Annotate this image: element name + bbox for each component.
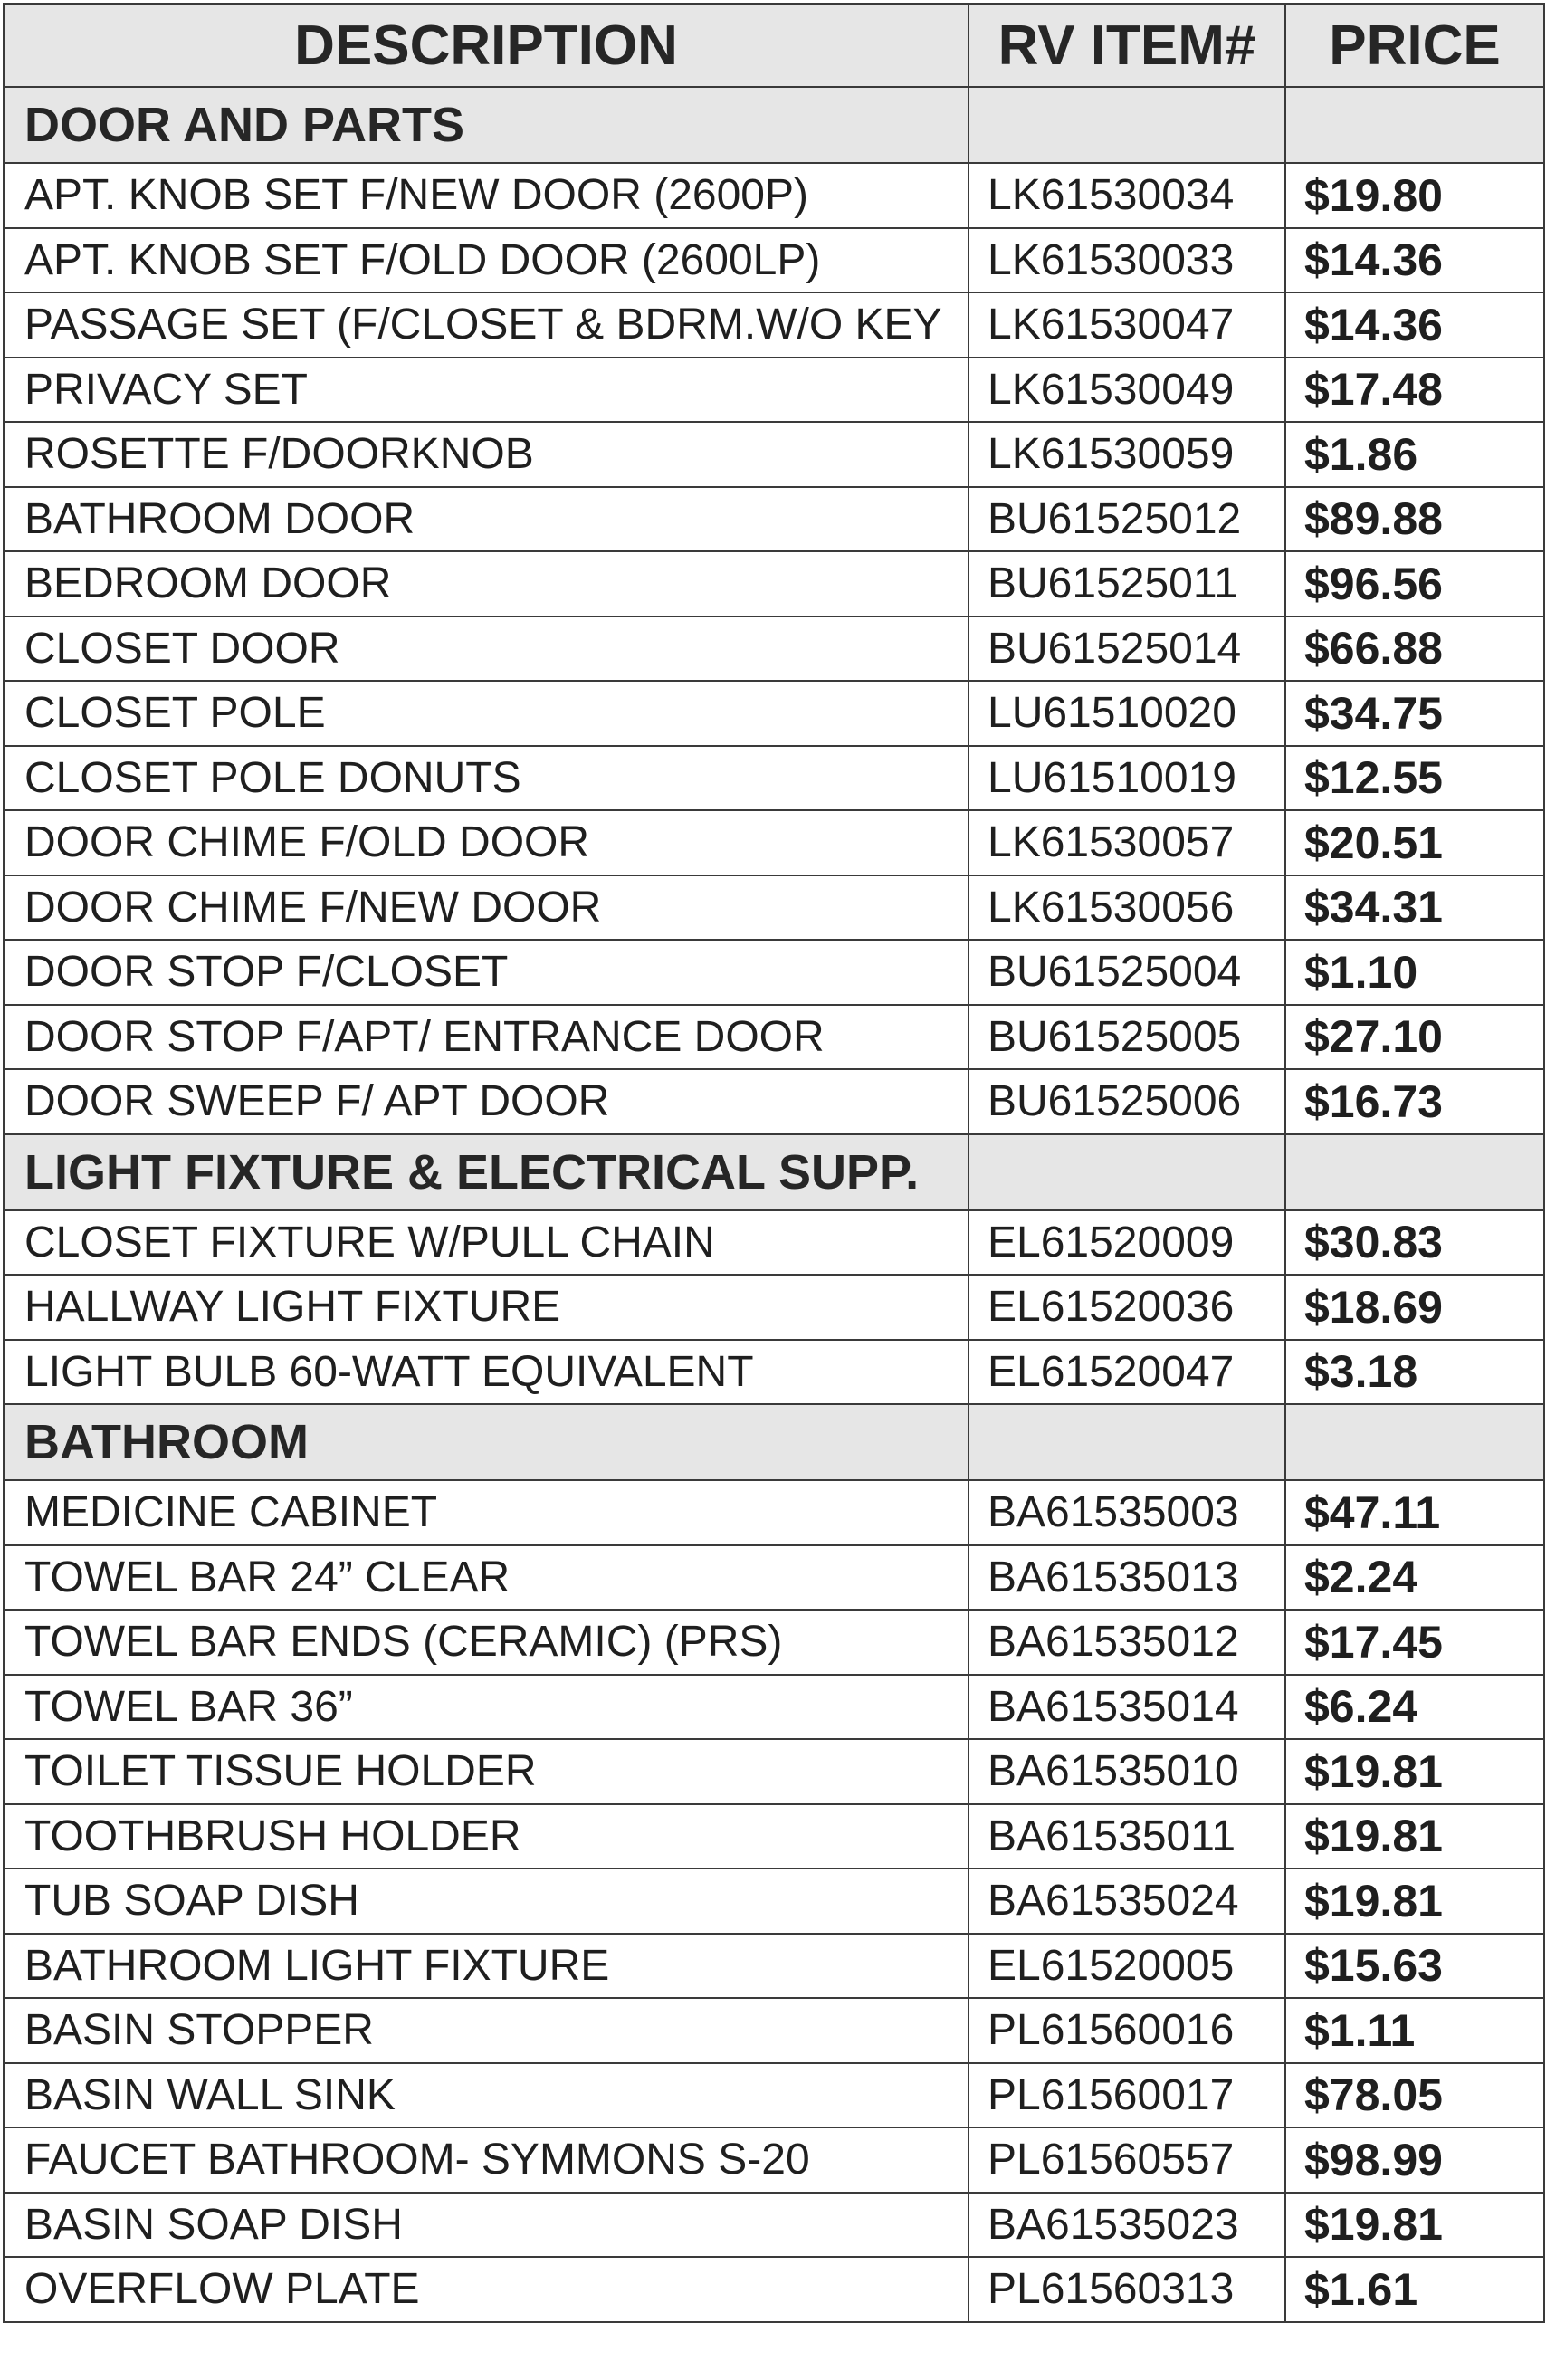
- item-price: $19.81: [1285, 2193, 1544, 2258]
- item-price: $15.63: [1285, 1934, 1544, 1999]
- item-price: $2.24: [1285, 1545, 1544, 1611]
- item-number: BA61535024: [969, 1869, 1285, 1934]
- table-row: [4, 1610, 1544, 1675]
- item-description: BEDROOM DOOR: [4, 551, 969, 617]
- item-number: BU61525014: [969, 617, 1285, 682]
- item-description: CLOSET FIXTURE W/PULL CHAIN: [4, 1210, 969, 1276]
- item-description: BATHROOM DOOR: [4, 487, 969, 552]
- item-number: PL61560017: [969, 2063, 1285, 2128]
- table-row: [4, 1998, 1544, 2063]
- item-price: $1.86: [1285, 422, 1544, 487]
- item-number: LK61530057: [969, 810, 1285, 875]
- item-description: APT. KNOB SET F/NEW DOOR (2600P): [4, 163, 969, 228]
- item-description: FAUCET BATHROOM- SYMMONS S-20: [4, 2127, 969, 2193]
- item-number: LK61530047: [969, 292, 1285, 358]
- item-price: $96.56: [1285, 551, 1544, 617]
- item-number: PL61560313: [969, 2257, 1285, 2322]
- item-description: DOOR STOP F/CLOSET: [4, 940, 969, 1005]
- section-title: BATHROOM: [4, 1404, 969, 1480]
- item-price: $1.61: [1285, 2257, 1544, 2322]
- item-number-column-header: RV ITEM#: [969, 4, 1285, 87]
- section-title: DOOR AND PARTS: [4, 87, 969, 163]
- item-price: $16.73: [1285, 1069, 1544, 1134]
- item-description: TUB SOAP DISH: [4, 1869, 969, 1934]
- table-row: [4, 2257, 1544, 2322]
- item-description: CLOSET POLE DONUTS: [4, 746, 969, 811]
- item-price: $3.18: [1285, 1340, 1544, 1405]
- item-number: BU61525004: [969, 940, 1285, 1005]
- table-row: [4, 1869, 1544, 1934]
- item-number: BA61535013: [969, 1545, 1285, 1611]
- description-column-header: DESCRIPTION: [4, 4, 969, 87]
- item-price: $78.05: [1285, 2063, 1544, 2128]
- item-description: TOWEL BAR 36”: [4, 1675, 969, 1740]
- item-description: PRIVACY SET: [4, 358, 969, 423]
- table-row: [4, 1210, 1544, 1276]
- table-row: [4, 358, 1544, 423]
- item-number: BA61535012: [969, 1610, 1285, 1675]
- table-row: [4, 1739, 1544, 1804]
- item-description: BASIN SOAP DISH: [4, 2193, 969, 2258]
- section-empty-cell: [969, 1134, 1285, 1210]
- item-description: BATHROOM LIGHT FIXTURE: [4, 1934, 969, 1999]
- item-number: LK61530059: [969, 422, 1285, 487]
- item-description: DOOR SWEEP F/ APT DOOR: [4, 1069, 969, 1134]
- item-number: BA61535014: [969, 1675, 1285, 1740]
- item-description: TOILET TISSUE HOLDER: [4, 1739, 969, 1804]
- price-list-table: [3, 3, 1545, 2323]
- item-description: APT. KNOB SET F/OLD DOOR (2600LP): [4, 228, 969, 293]
- table-row: [4, 1005, 1544, 1070]
- item-number: BA61535011: [969, 1804, 1285, 1869]
- table-row: [4, 228, 1544, 293]
- table-row: [4, 163, 1544, 228]
- table-row: [4, 292, 1544, 358]
- item-number: EL61520005: [969, 1934, 1285, 1999]
- item-number: PL61560557: [969, 2127, 1285, 2193]
- item-number: EL61520047: [969, 1340, 1285, 1405]
- item-description: LIGHT BULB 60-WATT EQUIVALENT: [4, 1340, 969, 1405]
- item-description: PASSAGE SET (F/CLOSET & BDRM.W/O KEY: [4, 292, 969, 358]
- item-number: BA61535003: [969, 1480, 1285, 1545]
- item-description: TOOTHBRUSH HOLDER: [4, 1804, 969, 1869]
- item-price: $17.48: [1285, 358, 1544, 423]
- section-empty-cell: [1285, 1134, 1544, 1210]
- item-price: $19.81: [1285, 1804, 1544, 1869]
- item-description: DOOR CHIME F/OLD DOOR: [4, 810, 969, 875]
- section-title: LIGHT FIXTURE & ELECTRICAL SUPP.: [4, 1134, 969, 1210]
- table-row: [4, 1275, 1544, 1340]
- item-number: BU61525005: [969, 1005, 1285, 1070]
- table-row: [4, 1934, 1544, 1999]
- item-price: $27.10: [1285, 1005, 1544, 1070]
- table-row: [4, 940, 1544, 1005]
- table-row: [4, 2193, 1544, 2258]
- item-price: $30.83: [1285, 1210, 1544, 1276]
- section-header-row: [4, 1404, 1544, 1480]
- item-price: $98.99: [1285, 2127, 1544, 2193]
- item-price: $14.36: [1285, 292, 1544, 358]
- item-description: BASIN STOPPER: [4, 1998, 969, 2063]
- table-row: [4, 422, 1544, 487]
- item-price: $19.81: [1285, 1739, 1544, 1804]
- section-empty-cell: [969, 87, 1285, 163]
- item-price: $12.55: [1285, 746, 1544, 811]
- item-description: TOWEL BAR ENDS (CERAMIC) (PRS): [4, 1610, 969, 1675]
- item-number: LK61530033: [969, 228, 1285, 293]
- item-price: $19.81: [1285, 1869, 1544, 1934]
- item-description: DOOR CHIME F/NEW DOOR: [4, 875, 969, 941]
- section-header-row: [4, 87, 1544, 163]
- table-body: [4, 87, 1544, 2322]
- item-description: MEDICINE CABINET: [4, 1480, 969, 1545]
- table-row: [4, 746, 1544, 811]
- table-row: [4, 551, 1544, 617]
- item-price: $66.88: [1285, 617, 1544, 682]
- item-number: BU61525006: [969, 1069, 1285, 1134]
- item-price: $18.69: [1285, 1275, 1544, 1340]
- item-number: PL61560016: [969, 1998, 1285, 2063]
- item-number: LU61510020: [969, 681, 1285, 746]
- item-description: BASIN WALL SINK: [4, 2063, 969, 2128]
- item-price: $14.36: [1285, 228, 1544, 293]
- section-empty-cell: [1285, 87, 1544, 163]
- item-description: TOWEL BAR 24” CLEAR: [4, 1545, 969, 1611]
- item-price: $19.80: [1285, 163, 1544, 228]
- item-price: $34.75: [1285, 681, 1544, 746]
- item-description: OVERFLOW PLATE: [4, 2257, 969, 2322]
- item-number: LK61530049: [969, 358, 1285, 423]
- section-empty-cell: [969, 1404, 1285, 1480]
- section-empty-cell: [1285, 1404, 1544, 1480]
- item-number: BA61535010: [969, 1739, 1285, 1804]
- section-header-row: [4, 1134, 1544, 1210]
- item-price: $1.10: [1285, 940, 1544, 1005]
- table-row: [4, 1545, 1544, 1611]
- item-number: BU61525012: [969, 487, 1285, 552]
- item-description: CLOSET DOOR: [4, 617, 969, 682]
- table-row: [4, 2127, 1544, 2193]
- price-column-header: PRICE: [1285, 4, 1544, 87]
- table-row: [4, 487, 1544, 552]
- item-description: CLOSET POLE: [4, 681, 969, 746]
- item-price: $20.51: [1285, 810, 1544, 875]
- table-row: [4, 875, 1544, 941]
- item-number: LU61510019: [969, 746, 1285, 811]
- table-row: [4, 681, 1544, 746]
- item-description: ROSETTE F/DOORKNOB: [4, 422, 969, 487]
- table-header-row: [4, 4, 1544, 87]
- table-row: [4, 810, 1544, 875]
- item-number: BA61535023: [969, 2193, 1285, 2258]
- item-number: EL61520009: [969, 1210, 1285, 1276]
- item-price: $89.88: [1285, 487, 1544, 552]
- table-row: [4, 1340, 1544, 1405]
- table-row: [4, 1480, 1544, 1545]
- item-number: LK61530034: [969, 163, 1285, 228]
- item-price: $17.45: [1285, 1610, 1544, 1675]
- item-price: $6.24: [1285, 1675, 1544, 1740]
- item-number: EL61520036: [969, 1275, 1285, 1340]
- table-row: [4, 2063, 1544, 2128]
- table-row: [4, 1675, 1544, 1740]
- item-price: $34.31: [1285, 875, 1544, 941]
- table-row: [4, 1069, 1544, 1134]
- item-price: $1.11: [1285, 1998, 1544, 2063]
- item-description: HALLWAY LIGHT FIXTURE: [4, 1275, 969, 1340]
- item-number: LK61530056: [969, 875, 1285, 941]
- item-description: DOOR STOP F/APT/ ENTRANCE DOOR: [4, 1005, 969, 1070]
- item-price: $47.11: [1285, 1480, 1544, 1545]
- table-row: [4, 1804, 1544, 1869]
- item-number: BU61525011: [969, 551, 1285, 617]
- table-row: [4, 617, 1544, 682]
